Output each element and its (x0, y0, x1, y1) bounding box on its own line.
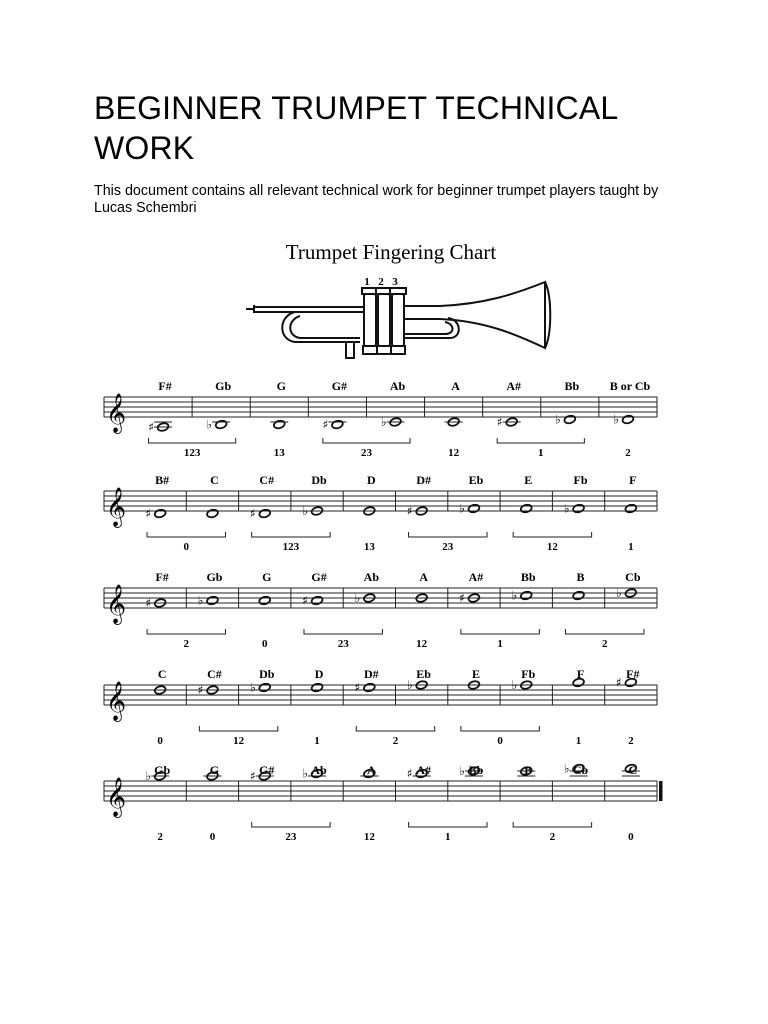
note-name-label: F# (158, 379, 172, 393)
flat-icon: ♭ (302, 504, 309, 518)
note-name-label: Ab (389, 379, 406, 393)
fingering-label: 23 (442, 541, 454, 553)
flat-icon: ♭ (380, 415, 387, 429)
fingering-bracket (199, 726, 277, 731)
note-name-label: D (367, 473, 376, 487)
fingering-label: 12 (363, 831, 375, 843)
note-name-label: G# (311, 570, 327, 584)
flat-icon: ♭ (197, 593, 204, 608)
fingering-bracket (149, 438, 236, 443)
whole-note (311, 596, 323, 606)
note-name-label: A (419, 570, 428, 584)
note-name-label: C (157, 667, 167, 681)
note-name-label: B (524, 763, 533, 777)
fingering-label: 123 (183, 447, 201, 459)
sharp-icon: ♯ (406, 504, 413, 518)
valve-number-1: 1 (364, 276, 370, 288)
sharp-icon: ♯ (197, 683, 204, 697)
sharp-icon: ♯ (406, 766, 413, 781)
note-name-label: A# (506, 379, 522, 393)
fingering-bracket (147, 629, 225, 634)
whole-note (259, 596, 271, 606)
note-name-label: A (367, 763, 376, 777)
fingering-bracket (497, 438, 584, 443)
flat-icon: ♭ (354, 591, 361, 605)
fingering-bracket (461, 629, 539, 634)
whole-note (622, 415, 634, 425)
fingering-label: 0 (497, 735, 503, 747)
note-name-label: Cb (625, 570, 641, 584)
fingering-label: 123 (282, 541, 300, 553)
whole-note (259, 683, 271, 693)
fingering-bracket (323, 438, 410, 443)
note-name-label: Db (259, 667, 275, 681)
flat-icon: ♭ (563, 501, 570, 516)
fingering-bracket (147, 532, 225, 537)
fingering-label: 23 (285, 831, 297, 843)
fingering-label: 2 (628, 735, 634, 747)
whole-note (520, 591, 532, 601)
fingering-bracket (513, 532, 591, 537)
note-name-label: C (210, 473, 219, 487)
note-name-label: D# (364, 667, 379, 681)
note-name-label: G# (331, 379, 348, 393)
treble-clef-icon: 𝄞 (106, 681, 127, 721)
whole-note (215, 420, 227, 430)
note-name-label: E (471, 667, 480, 681)
note-name-label: Fb (521, 667, 536, 681)
sharp-icon: ♯ (148, 420, 155, 434)
whole-note (572, 504, 584, 514)
fingering-label: 1 (314, 735, 320, 747)
whole-note (273, 420, 285, 430)
sharp-icon: ♯ (145, 506, 152, 521)
fingering-label: 12 (546, 541, 558, 553)
note-name-label: C# (259, 473, 275, 487)
note-name-label: Bb (468, 763, 484, 777)
whole-note (331, 420, 343, 430)
document-title: BEGINNER TRUMPET TECHNICAL WORK (94, 90, 618, 166)
note-name-label: Gb (215, 379, 232, 393)
note-name-label: Cb (572, 763, 589, 777)
note-name-label: B# (155, 473, 170, 487)
fingering-bracket (304, 629, 382, 634)
fingering-label: 12 (448, 447, 460, 459)
note-name-label: Ab (311, 763, 327, 777)
whole-note (520, 504, 532, 514)
fingering-label: 1 (538, 447, 544, 459)
note-name-label: A# (468, 570, 484, 584)
fingering-label: 0 (628, 831, 634, 843)
fingering-label: 0 (262, 638, 268, 650)
whole-note (363, 683, 375, 693)
note-name-label: Db (311, 473, 327, 487)
fingering-label: 13 (273, 447, 285, 459)
flat-icon: ♭ (555, 412, 561, 427)
fingering-label: 2 (183, 638, 190, 650)
note-name-label: Gb (206, 570, 223, 584)
note-name-label: Bb (564, 379, 580, 393)
flat-icon: ♭ (302, 766, 309, 781)
fingering-label: 1 (497, 638, 503, 650)
flat-icon: ♭ (616, 586, 622, 600)
fingering-label: 23 (360, 447, 372, 459)
sharp-icon: ♯ (354, 680, 361, 695)
whole-note (564, 415, 576, 425)
treble-clef-icon: 𝄞 (106, 393, 127, 433)
note-name-label: F (629, 473, 637, 487)
flat-icon: ♭ (459, 764, 465, 778)
whole-note (572, 591, 584, 601)
valve-number-3: 3 (392, 276, 398, 288)
sharp-icon: ♯ (302, 593, 309, 608)
note-name-label: E (524, 473, 533, 487)
treble-clef-icon: 𝄞 (106, 487, 127, 527)
sharp-icon: ♯ (249, 506, 256, 521)
treble-clef-icon: 𝄞 (106, 584, 127, 624)
note-name-label: C# (207, 667, 222, 681)
note-name-label: G (276, 379, 286, 393)
whole-note (625, 504, 637, 514)
whole-note (154, 509, 166, 519)
sharp-icon: ♯ (322, 417, 329, 432)
fingering-bracket (565, 629, 643, 634)
note-name-label: Eb (468, 473, 484, 487)
whole-note (206, 509, 218, 519)
note-name-label: D (314, 667, 324, 681)
chart-title: Trumpet Fingering Chart (285, 240, 497, 264)
flat-icon: ♭ (563, 761, 570, 776)
whole-note (259, 509, 271, 519)
note-name-label: F# (155, 570, 169, 584)
fingering-label: 0 (183, 541, 190, 553)
fingering-bracket (409, 532, 487, 537)
document-intro: This document contains all relevant technical work for beginner trumpet players taught by Lucas Schembri (94, 183, 659, 216)
note-name-label: Ab (363, 570, 380, 584)
note-name-label: B or Cb (609, 379, 651, 393)
flat-icon: ♭ (511, 588, 518, 603)
note-name-label: Eb (416, 667, 431, 681)
whole-note (468, 504, 480, 514)
fingering-label: 2 (157, 831, 163, 843)
fingering-label: 1 (575, 735, 582, 747)
flat-icon: ♭ (613, 412, 619, 427)
fingering-bracket (252, 822, 330, 827)
note-name-label: Gb (154, 763, 171, 777)
note-name-label: D# (416, 473, 431, 487)
note-name-label: B (576, 570, 585, 584)
sharp-icon: ♯ (249, 769, 256, 783)
fingering-bracket (252, 532, 330, 537)
note-name-label: G (209, 763, 220, 777)
flat-icon: ♭ (511, 678, 518, 692)
flat-icon: ♭ (406, 678, 413, 692)
sharp-icon: ♯ (459, 591, 465, 605)
fingering-label: 1 (628, 541, 634, 553)
whole-note (311, 683, 323, 693)
note-name-label: Bb (520, 570, 536, 584)
note-name-label: G (262, 570, 272, 584)
fingering-bracket (409, 822, 487, 827)
fingering-bracket (513, 822, 591, 827)
sharp-icon: ♯ (616, 675, 622, 690)
note-name-label: A (451, 379, 460, 393)
fingering-label: 12 (416, 638, 428, 650)
fingering-bracket (461, 726, 539, 731)
fingering-label: 23 (337, 638, 349, 650)
whole-note (206, 596, 218, 606)
treble-clef-icon: 𝄞 (106, 777, 127, 817)
fingering-label: 13 (363, 541, 375, 553)
fingering-label: 2 (601, 638, 608, 650)
sharp-icon: ♯ (496, 415, 503, 429)
note-name-label: F# (626, 667, 640, 681)
note-name-label: A# (416, 763, 431, 777)
flat-icon: ♭ (206, 417, 213, 432)
whole-note (572, 678, 584, 688)
fingering-label: 12 (233, 735, 245, 747)
flat-icon: ♭ (145, 769, 152, 783)
fingering-label: 2 (549, 831, 556, 843)
note-name-label: Fb (573, 473, 588, 487)
note-name-label: F (576, 667, 585, 681)
fingering-label: 1 (445, 831, 451, 843)
note-name-label: G# (259, 763, 275, 777)
fingering-label: 2 (625, 447, 631, 459)
note-name-label: C (628, 763, 638, 777)
sharp-icon: ♯ (145, 596, 152, 610)
flat-icon: ♭ (250, 680, 256, 695)
fingering-bracket (356, 726, 434, 731)
fingering-label: 0 (157, 735, 163, 747)
final-barline (659, 781, 663, 801)
valve-number-2: 2 (378, 276, 384, 288)
flat-icon: ♭ (459, 501, 465, 516)
fingering-label: 0 (209, 831, 216, 843)
fingering-label: 2 (392, 735, 399, 747)
